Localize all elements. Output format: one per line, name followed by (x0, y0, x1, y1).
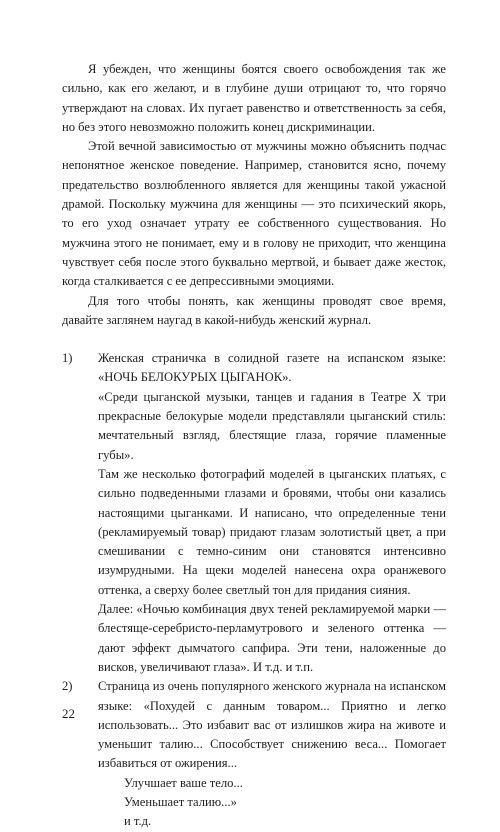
list-item-number: 1) (62, 351, 73, 366)
list-item-1 (62, 349, 446, 677)
body-text (62, 60, 446, 832)
item-indented-line: и т.д. (124, 814, 152, 829)
paragraph: Для того чтобы понять, как женщины проводят свое время, давайте заглянем наугад в какой-нибудь женский журнал. (62, 293, 446, 327)
item-line: Женская страничка в солидной газете на испанском языке: «НОЧЬ БЕЛОКУРЫХ ЦЫГАНОК». (98, 351, 446, 385)
paragraph: Этой вечной зависимостью от мужчины можно объяснить подчас непонятное женское поведение. Например, становится ясно, почему предательство возлюбленного является для женщины такой ужасной драмой. Поскольку мужчина для женщины — это психический якорь, то его уход означает утрату ее собственного существования. Но мужчина этого не понимает, ему и в голову не приходит, что женщина чувствует себя после этого буквально мертвой, и бывает даже жесток, когда сталкивается с ее депрессивными эмоциями. (62, 139, 446, 289)
item-line: Страница из очень популярного женского журнала на испанском языке: «Похудей с данным товаром... Приятно и легко использовать... Это избавит вас от излишков жира на животе и уменьшит талию... Способствует снижению веса... Помогает избавиться от ожирения... (98, 679, 446, 771)
page-number: 22 (62, 706, 75, 721)
item-indented-line: Улучшает ваше тело... (124, 775, 243, 790)
item-indented-line: Уменьшает талию...» (124, 794, 237, 809)
paragraph: Я убежден, что женщины боятся своего освобождения так же сильно, как его желают, и в глубине души отрицают то, что горячо утверждают на словах. Их пугает равенство и ответственность за себя, но без этого невозможно положить конец дискриминации. (62, 62, 446, 134)
item-line: Там же несколько фотографий моделей в цыганских платьях, с сильно подведенными глазами и бровями, чтобы они казались настоящими цыганками. И написано, что определенные тени (рекламируемый товар) придают глазам золотистый цвет, а при смешивании с темно-синим они становятся интенсивно изумрудными. На щеки моделей нанесена охра оранжевого оттенка, а сверху более светлый тон для придания сияния. (98, 466, 446, 597)
item-line: «Среди цыганской музыки, танцев и гадания в Театре Х три прекрасные белокурые модели представляли цыганский стиль: мечтательный взгляд, блестящие глаза, горячие пламенные губы». (98, 389, 446, 462)
list-item-2 (62, 677, 446, 831)
numbered-list (62, 349, 446, 831)
list-item-number: 2) (62, 679, 73, 694)
item-line: Далее: «Ночью комбинация двух теней рекламируемой марки — блестяще-серебристо-перламутрового и зеленого оттенка — дают эффект дымчатого сапфира. Эти тени, наложенные до висков, увеличивают глаза». И т.д. и т.п. (98, 602, 446, 674)
